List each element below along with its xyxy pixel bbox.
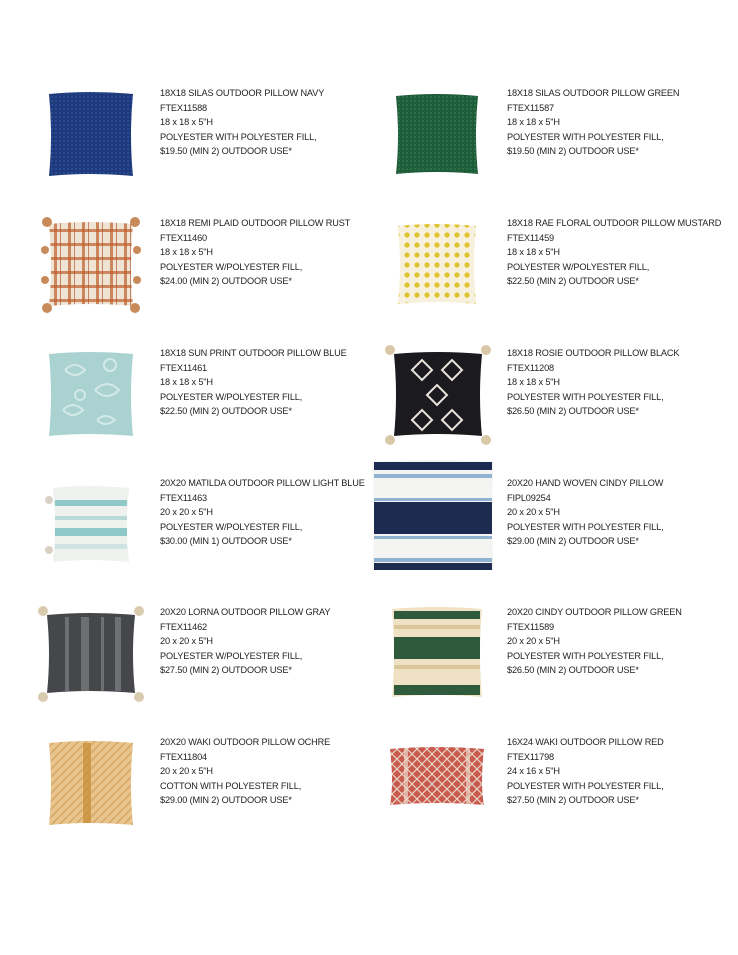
product-image <box>35 470 145 580</box>
product-info <box>160 605 395 678</box>
product-dimensions: 24 x 16 x 5"H <box>507 766 560 776</box>
product-card <box>382 470 738 580</box>
product-name: 18X18 SILAS OUTDOOR PILLOW GREEN <box>507 88 680 98</box>
product-material: POLYESTER W/POLYESTER FILL, <box>160 650 303 661</box>
product-material: POLYESTER WITH POLYESTER FILL, <box>160 131 317 142</box>
product-card <box>382 340 738 450</box>
product-name: 20X20 CINDY OUTDOOR PILLOW GREEN <box>507 607 682 617</box>
product-name: 20X20 LORNA OUTDOOR PILLOW GRAY <box>160 607 331 617</box>
product-card <box>382 729 738 839</box>
product-sku: FTEX11461 <box>160 362 207 373</box>
product-card <box>35 470 395 580</box>
product-sku: FIPL09254 <box>507 492 551 503</box>
product-card <box>35 210 395 320</box>
product-image <box>382 80 492 190</box>
product-dimensions: 20 x 20 x 5"H <box>507 636 560 646</box>
product-image <box>382 599 492 709</box>
product-price: $26.50 (MIN 2) OUTDOOR USE* <box>507 665 639 675</box>
product-dimensions: 20 x 20 x 5"H <box>160 636 213 646</box>
product-price: $19.50 (MIN 2) OUTDOOR USE* <box>160 146 292 156</box>
product-sku: FTEX11588 <box>160 102 207 113</box>
product-card <box>35 729 395 839</box>
product-price: $30.00 (MIN 1) OUTDOOR USE* <box>160 536 292 546</box>
product-material: POLYESTER WITH POLYESTER FILL, <box>507 391 664 402</box>
product-price: $29.00 (MIN 2) OUTDOOR USE* <box>160 795 292 805</box>
product-info <box>507 86 738 159</box>
product-dimensions: 18 x 18 x 5"H <box>507 377 560 387</box>
product-material: POLYESTER W/POLYESTER FILL, <box>507 261 650 272</box>
product-dimensions: 18 x 18 x 5"H <box>507 247 560 257</box>
product-name: 20X20 WAKI OUTDOOR PILLOW OCHRE <box>160 737 331 747</box>
product-name: 18X18 SUN PRINT OUTDOOR PILLOW BLUE <box>160 348 347 358</box>
product-material: POLYESTER WITH POLYESTER FILL, <box>507 780 664 791</box>
product-material: POLYESTER W/POLYESTER FILL, <box>160 261 303 272</box>
product-info <box>507 346 738 419</box>
product-sku: FTEX11804 <box>160 751 207 762</box>
product-material: POLYESTER W/POLYESTER FILL, <box>160 391 303 402</box>
product-dimensions: 18 x 18 x 5"H <box>160 247 213 257</box>
product-name: 20X20 MATILDA OUTDOOR PILLOW LIGHT BLUE <box>160 478 365 488</box>
product-price: $24.00 (MIN 2) OUTDOOR USE* <box>160 276 292 286</box>
product-sku: FTEX11460 <box>160 232 207 243</box>
product-image <box>35 80 145 190</box>
product-material: COTTON WITH POLYESTER FILL, <box>160 780 302 791</box>
product-dimensions: 18 x 18 x 5"H <box>160 117 213 127</box>
product-card <box>35 599 395 709</box>
product-name: 18X18 REMI PLAID OUTDOOR PILLOW RUST <box>160 218 351 228</box>
product-sku: FTEX11589 <box>507 621 554 632</box>
product-material: POLYESTER WITH POLYESTER FILL, <box>507 521 664 532</box>
product-image <box>35 340 145 450</box>
product-info <box>160 216 395 289</box>
product-card <box>382 210 738 320</box>
product-image <box>382 340 492 450</box>
product-info <box>160 476 395 549</box>
product-image <box>382 729 492 839</box>
product-info <box>507 605 738 678</box>
product-name: 16X24 WAKI OUTDOOR PILLOW RED <box>507 737 664 747</box>
product-dimensions: 20 x 20 x 5"H <box>507 507 560 517</box>
product-sku: FTEX11462 <box>160 621 207 632</box>
product-name: 20X20 HAND WOVEN CINDY PILLOW <box>507 478 664 488</box>
product-name: 18X18 RAE FLORAL OUTDOOR PILLOW MUSTARD <box>507 218 722 228</box>
product-price: $19.50 (MIN 2) OUTDOOR USE* <box>507 146 639 156</box>
product-sku: FTEX11587 <box>507 102 554 113</box>
product-price: $29.00 (MIN 2) OUTDOOR USE* <box>507 536 639 546</box>
product-image <box>35 599 145 709</box>
product-dimensions: 20 x 20 x 5"H <box>160 507 213 517</box>
product-info <box>160 86 395 159</box>
product-dimensions: 20 x 20 x 5"H <box>160 766 213 776</box>
product-card <box>382 80 738 190</box>
product-image <box>35 729 145 839</box>
product-sku: FTEX11463 <box>160 492 207 503</box>
product-card <box>35 80 395 190</box>
product-image <box>35 210 145 320</box>
product-sku: FTEX11459 <box>507 232 554 243</box>
product-price: $22.50 (MIN 2) OUTDOOR USE* <box>507 276 639 286</box>
product-info <box>507 735 738 808</box>
product-price: $22.50 (MIN 2) OUTDOOR USE* <box>160 406 292 416</box>
product-sku: FTEX11798 <box>507 751 554 762</box>
product-info <box>160 346 395 419</box>
product-dimensions: 18 x 18 x 5"H <box>160 377 213 387</box>
product-name: 18X18 SILAS OUTDOOR PILLOW NAVY <box>160 88 325 98</box>
product-info <box>507 216 738 289</box>
product-price: $27.50 (MIN 2) OUTDOOR USE* <box>507 795 639 805</box>
product-info <box>507 476 738 549</box>
product-dimensions: 18 x 18 x 5"H <box>507 117 560 127</box>
product-image <box>382 210 492 320</box>
product-sku: FTEX11208 <box>507 362 554 373</box>
product-name: 18X18 ROSIE OUTDOOR PILLOW BLACK <box>507 348 680 358</box>
product-info <box>160 735 395 808</box>
product-material: POLYESTER W/POLYESTER FILL, <box>160 521 303 532</box>
product-material: POLYESTER WITH POLYESTER FILL, <box>507 131 664 142</box>
product-material: POLYESTER WITH POLYESTER FILL, <box>507 650 664 661</box>
product-card <box>382 599 738 709</box>
product-card <box>35 340 395 450</box>
product-image <box>368 458 498 574</box>
product-price: $27.50 (MIN 2) OUTDOOR USE* <box>160 665 292 675</box>
product-price: $26.50 (MIN 2) OUTDOOR USE* <box>507 406 639 416</box>
